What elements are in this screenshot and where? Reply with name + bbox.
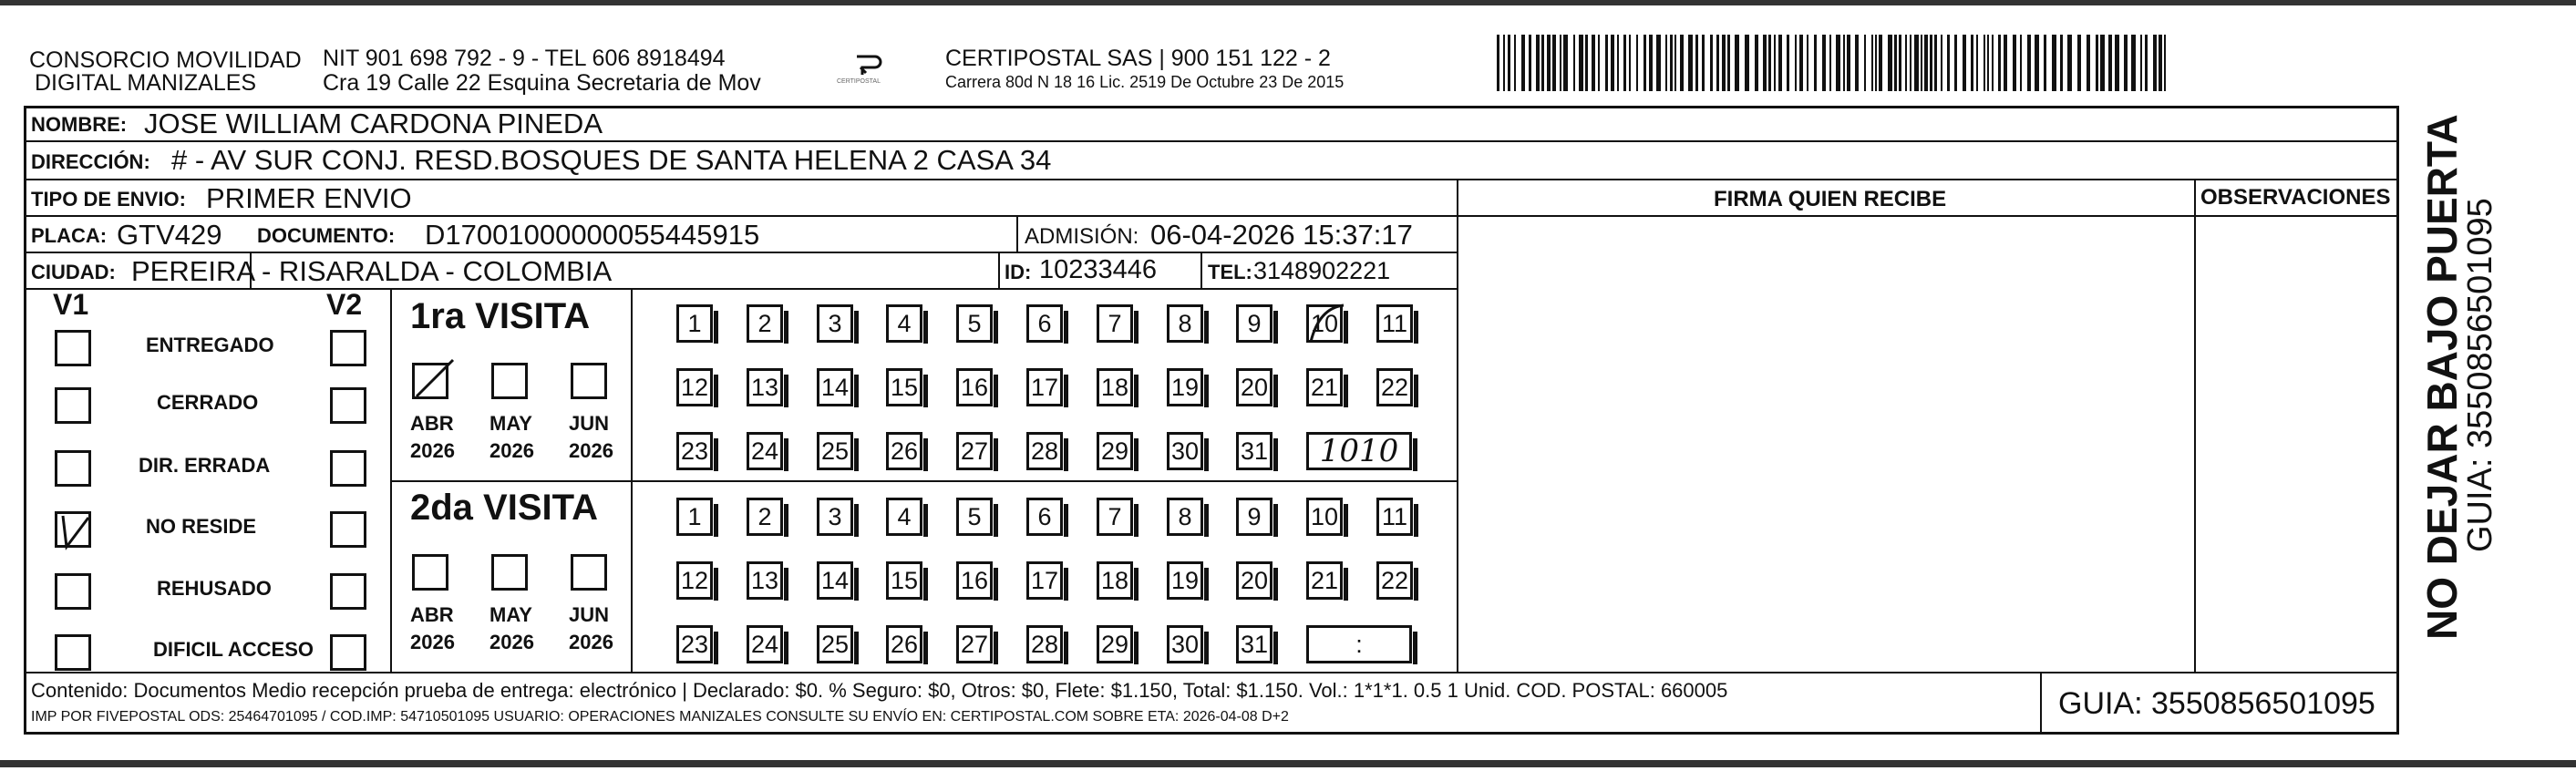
- barcode-bar: [2108, 35, 2112, 91]
- day-cell[interactable]: 30: [1167, 625, 1203, 663]
- day-cell[interactable]: 29: [1097, 432, 1133, 470]
- barcode-bar: [1984, 35, 1985, 91]
- barcode-bar: [2060, 35, 2063, 91]
- barcode-bar: [1921, 35, 1922, 91]
- day-cell[interactable]: 17: [1026, 561, 1063, 600]
- barcode-bar: [1934, 35, 1937, 91]
- day-cell[interactable]: 16: [956, 368, 993, 406]
- day-cell[interactable]: 27: [956, 432, 993, 470]
- v2-checkbox[interactable]: [330, 387, 366, 424]
- side-notice: NO DEJAR BAJO PUERTA: [2418, 114, 2466, 640]
- barcode-bar: [1768, 35, 1771, 91]
- day-cell[interactable]: 5: [956, 498, 993, 536]
- barcode-bar: [1807, 35, 1808, 91]
- barcode-bar: [1755, 35, 1758, 91]
- admision-label: ADMISIÓN:: [1025, 224, 1139, 249]
- day-cell[interactable]: 6: [1026, 304, 1063, 343]
- day-cell[interactable]: 24: [747, 625, 783, 663]
- barcode-bar: [2153, 35, 2157, 91]
- barcode-bar: [1847, 35, 1850, 91]
- barcode-bar: [1611, 35, 1614, 91]
- firma-header: FIRMA QUIEN RECIBE: [1714, 187, 1947, 211]
- barcode-bar: [2044, 35, 2046, 91]
- barcode-bar: [1623, 35, 1626, 91]
- month-checkbox[interactable]: [491, 554, 528, 591]
- barcode-bar: [2164, 35, 2166, 91]
- row-line: [26, 252, 1457, 253]
- month-checkbox[interactable]: [412, 554, 448, 591]
- barcode-bar: [1963, 35, 1966, 91]
- day-cell[interactable]: 15: [886, 561, 922, 600]
- day-cell[interactable]: 26: [886, 625, 922, 663]
- v2-checkbox[interactable]: [330, 330, 366, 366]
- year-label: 2026: [410, 631, 455, 653]
- direccion-label: DIRECCIÓN:: [31, 150, 150, 173]
- scan-edge-bottom: [0, 760, 2576, 767]
- day-cell[interactable]: 4: [886, 304, 922, 343]
- barcode-bar: [2020, 35, 2022, 91]
- v2-checkbox[interactable]: [330, 573, 366, 610]
- v1-checkbox[interactable]: [55, 573, 91, 610]
- day-cell[interactable]: 9: [1236, 498, 1273, 536]
- day-cell[interactable]: 6: [1026, 498, 1063, 536]
- second-visit-time-box[interactable]: :: [1306, 625, 1412, 663]
- day-cell[interactable]: 31: [1236, 625, 1273, 663]
- barcode-bar: [1888, 35, 1892, 91]
- barcode-bar: [1547, 35, 1551, 91]
- day-cell[interactable]: 20: [1236, 368, 1273, 406]
- day-cell[interactable]: 16: [956, 561, 993, 600]
- day-cell[interactable]: 24: [747, 432, 783, 470]
- col-line: [998, 252, 1000, 288]
- day-cell[interactable]: 5: [956, 304, 993, 343]
- v1-checkbox[interactable]: [55, 387, 91, 424]
- barcode-bar: [1643, 35, 1646, 91]
- day-cell[interactable]: 3: [817, 304, 853, 343]
- day-cell[interactable]: 31: [1236, 432, 1273, 470]
- barcode-bar: [2100, 35, 2105, 91]
- status-label: DIR. ERRADA: [139, 454, 271, 477]
- barcode-bar: [1745, 35, 1749, 91]
- barcode-bar: [1879, 35, 1882, 91]
- day-cell[interactable]: 18: [1097, 368, 1133, 406]
- carrier-address: Carrera 80d N 18 16 Lic. 2519 De Octubre 23 De 2015: [945, 73, 1345, 91]
- barcode-bar: [2027, 35, 2031, 91]
- day-cell[interactable]: 22: [1376, 561, 1413, 600]
- col-line: [2194, 179, 2196, 672]
- barcode-bar: [1971, 35, 1973, 91]
- barcode-bar: [1795, 35, 1797, 91]
- barcode-bar: [1649, 35, 1653, 91]
- check-mark-icon: [57, 514, 94, 550]
- barcode-bar: [1541, 35, 1544, 91]
- documento-value: D17001000000055445915: [425, 219, 760, 251]
- barcode-bar: [1987, 35, 1989, 91]
- barcode-bar: [1822, 35, 1826, 91]
- day-cell[interactable]: 10: [1306, 304, 1343, 343]
- nombre-label: NOMBRE:: [31, 113, 128, 136]
- barcode-bar: [1656, 35, 1661, 91]
- barcode-bar: [1579, 35, 1583, 91]
- barcode-bar: [1605, 35, 1608, 91]
- barcode-bar: [1680, 35, 1684, 91]
- barcode-bar: [2131, 35, 2136, 91]
- barcode-bar: [2004, 35, 2007, 91]
- barcode-bar: [1695, 35, 1698, 91]
- barcode-bar: [1778, 35, 1782, 91]
- barcode-bar: [1875, 35, 1877, 91]
- documento-label: DOCUMENTO:: [257, 224, 396, 247]
- year-label: 2026: [410, 439, 455, 462]
- barcode-bar: [1894, 35, 1897, 91]
- day-cell[interactable]: 12: [676, 561, 713, 600]
- day-cell[interactable]: 2: [747, 498, 783, 536]
- barcode-bar: [1563, 35, 1568, 91]
- barcode-bar: [1629, 35, 1631, 91]
- status-label: NO RESIDE: [146, 515, 257, 538]
- day-cell[interactable]: 7: [1097, 498, 1133, 536]
- barcode-bar: [1930, 35, 1932, 91]
- v2-checkbox[interactable]: [330, 634, 366, 671]
- day-cell[interactable]: 12: [676, 368, 713, 406]
- barcode-bar: [1871, 35, 1873, 91]
- placa-value: GTV429: [117, 219, 222, 251]
- side-guia: GUIA: 3550856501095: [2461, 198, 2499, 552]
- barcode-bar: [1914, 35, 1919, 91]
- row-line: [26, 140, 2397, 142]
- barcode-bar: [1598, 35, 1600, 91]
- tel-value: 3148902221: [1253, 257, 1391, 284]
- direccion-value: # - AV SUR CONJ. RESD.BOSQUES DE SANTA HELENA 2 CASA 34: [171, 144, 1052, 176]
- day-cell[interactable]: 3: [817, 498, 853, 536]
- v2-header: V2: [326, 288, 363, 321]
- scan-edge-right: [2552, 0, 2576, 24]
- day-cell[interactable]: 29: [1097, 625, 1133, 663]
- barcode-bar: [1924, 35, 1928, 91]
- day-cell[interactable]: 10: [1306, 498, 1343, 536]
- day-cell[interactable]: 8: [1167, 498, 1203, 536]
- barcode-bar: [2077, 35, 2081, 91]
- barcode-bar: [1529, 35, 1531, 91]
- tel-label: TEL:: [1208, 261, 1252, 283]
- admision-value: 06-04-2026 15:37:17: [1150, 219, 1413, 251]
- day-cell[interactable]: 28: [1026, 432, 1063, 470]
- col-line: [1200, 252, 1202, 288]
- barcode-bar: [2096, 35, 2098, 91]
- month-checkbox[interactable]: [571, 554, 607, 591]
- barcode-bar: [1722, 35, 1726, 91]
- nombre-value: JOSE WILLIAM CARDONA PINEDA: [144, 108, 603, 139]
- day-cell[interactable]: 28: [1026, 625, 1063, 663]
- barcode-bar: [1954, 35, 1957, 91]
- year-label: 2026: [489, 439, 534, 462]
- footer-contenido: Contenido: Documentos Medio recepción prueba de entrega: electrónico | Declarado: $0. % Seguro: $0, Otros: $0, Flete: $1.150, Total: $1.150. Vol.: 1*1*1. 0.5 1 Unid. COD. POSTAL: 660005: [31, 679, 1728, 702]
- barcode-bar: [1636, 35, 1638, 91]
- day-mark-icon: [1303, 302, 1353, 345]
- v2-checkbox[interactable]: [330, 450, 366, 487]
- barcode-image: [1495, 35, 2171, 91]
- v1-checkbox[interactable]: [55, 634, 91, 671]
- barcode-bar: [1829, 35, 1831, 91]
- year-label: 2026: [569, 631, 613, 653]
- barcode-bar: [1617, 35, 1619, 91]
- id-label: ID:: [1005, 261, 1032, 283]
- barcode-bar: [1843, 35, 1845, 91]
- barcode: [1495, 35, 2171, 91]
- day-cell[interactable]: 25: [817, 432, 853, 470]
- day-cell[interactable]: 19: [1167, 368, 1203, 406]
- barcode-bar: [1992, 35, 1994, 91]
- barcode-bar: [1735, 35, 1739, 91]
- barcode-bar: [1787, 35, 1789, 91]
- barcode-bar: [1727, 35, 1730, 91]
- barcode-bar: [1941, 35, 1942, 91]
- barcode-bar: [1899, 35, 1901, 91]
- day-cell[interactable]: 23: [676, 432, 713, 470]
- barcode-bar: [1521, 35, 1525, 91]
- barcode-bar: [2145, 35, 2148, 91]
- v1-checkbox[interactable]: [55, 330, 91, 366]
- barcode-bar: [2035, 35, 2039, 91]
- day-cell[interactable]: 1: [676, 304, 713, 343]
- barcode-bar: [1976, 35, 1978, 91]
- ciudad-value: PEREIRA - RISARALDA - COLOMBIA: [131, 255, 613, 287]
- v1-header: V1: [53, 288, 89, 321]
- status-label: ENTREGADO: [146, 334, 274, 356]
- day-cell[interactable]: 7: [1097, 304, 1133, 343]
- col-line: [1016, 215, 1018, 252]
- barcode-bar: [1998, 35, 2001, 91]
- month-label: MAY: [489, 603, 532, 626]
- day-cell[interactable]: 21: [1306, 368, 1343, 406]
- v1-checkbox[interactable]: [55, 450, 91, 487]
- barcode-bar: [1670, 35, 1673, 91]
- sender-nit: NIT 901 698 792 - 9 - TEL 606 8918494: [323, 46, 726, 71]
- barcode-bar: [1497, 35, 1499, 91]
- barcode-bar: [1560, 35, 1561, 91]
- year-label: 2026: [489, 631, 534, 653]
- barcode-bar: [1674, 35, 1676, 91]
- day-cell[interactable]: 13: [747, 561, 783, 600]
- barcode-bar: [1702, 35, 1705, 91]
- day-cell[interactable]: 14: [817, 368, 853, 406]
- barcode-bar: [1573, 35, 1575, 91]
- barcode-bar: [1552, 35, 1556, 91]
- first-visit-title: 1ra VISITA: [410, 296, 591, 336]
- ciudad-label: CIUDAD:: [31, 261, 116, 283]
- v2-checkbox[interactable]: [330, 511, 366, 548]
- sender-company-line2: DIGITAL MANIZALES: [35, 70, 257, 96]
- placa-label: PLACA:: [31, 224, 108, 247]
- tipo-label: TIPO DE ENVIO:: [31, 188, 186, 211]
- id-value: 10233446: [1039, 255, 1158, 284]
- barcode-bar: [2013, 35, 2016, 91]
- v1-checkbox[interactable]: [55, 511, 91, 548]
- month-label: MAY: [489, 412, 532, 435]
- barcode-bar: [1774, 35, 1776, 91]
- day-cell[interactable]: 8: [1167, 304, 1203, 343]
- barcode-bar: [2124, 35, 2128, 91]
- barcode-bar: [1508, 35, 1510, 91]
- month-checkbox[interactable]: [491, 363, 528, 399]
- barcode-bar: [2052, 35, 2056, 91]
- barcode-bar: [1814, 35, 1817, 91]
- day-cell[interactable]: 2: [747, 304, 783, 343]
- row-line: [26, 215, 2397, 217]
- barcode-bar: [2140, 35, 2142, 91]
- day-cell[interactable]: 23: [676, 625, 713, 663]
- day-cell[interactable]: 13: [747, 368, 783, 406]
- day-cell[interactable]: 1: [676, 498, 713, 536]
- day-cell[interactable]: 18: [1097, 561, 1133, 600]
- day-cell[interactable]: 19: [1167, 561, 1203, 600]
- col-line: [1457, 179, 1458, 672]
- month-checkbox[interactable]: [571, 363, 607, 399]
- carrier-logo-caption: CERTIPOSTAL: [837, 78, 881, 85]
- scan-edge-top: [0, 0, 2576, 5]
- day-cell[interactable]: 27: [956, 625, 993, 663]
- barcode-bar: [1688, 35, 1693, 91]
- footer-imp: IMP POR FIVEPOSTAL ODS: 25464701095 / COD.IMP: 54710501095 USUARIO: OPERACIONES MANIZALES CONSULTE SU ENVÍO EN: CERTIPOSTAL.COM SOBRE ETA: 2026-04-08 D+2: [31, 709, 1289, 725]
- month-checkbox[interactable]: [412, 363, 448, 399]
- observaciones-header: OBSERVACIONES: [2200, 185, 2391, 210]
- day-cell[interactable]: 20: [1236, 561, 1273, 600]
- visit-separator: [390, 480, 1457, 482]
- month-label: JUN: [569, 412, 610, 435]
- barcode-bar: [1864, 35, 1866, 91]
- status-label: CERRADO: [157, 391, 259, 414]
- barcode-bar: [1855, 35, 1859, 91]
- barcode-bar: [1799, 35, 1803, 91]
- footer-guia: GUIA: 3550856501095: [2058, 686, 2375, 721]
- day-cell[interactable]: 14: [817, 561, 853, 600]
- sender-company-line1: CONSORCIO MOVILIDAD: [29, 47, 302, 73]
- barcode-bar: [1503, 35, 1505, 91]
- barcode-bar: [1905, 35, 1907, 91]
- year-label: 2026: [569, 439, 613, 462]
- barcode-bar: [2067, 35, 2072, 91]
- barcode-bar: [1716, 35, 1719, 91]
- barcode-bar: [1665, 35, 1667, 91]
- row-line: [26, 179, 2397, 180]
- barcode-bar: [1514, 35, 1516, 91]
- day-cell[interactable]: 25: [817, 625, 853, 663]
- row-line: [26, 288, 1457, 290]
- barcode-bar: [1947, 35, 1950, 91]
- col-line: [2040, 672, 2042, 735]
- barcode-bar: [1585, 35, 1588, 91]
- day-cell[interactable]: 17: [1026, 368, 1063, 406]
- barcode-bar: [1710, 35, 1713, 91]
- barcode-bar: [1763, 35, 1767, 91]
- carrier-name: CERTIPOSTAL SAS | 900 151 122 - 2: [945, 46, 1331, 71]
- day-cell[interactable]: 22: [1376, 368, 1413, 406]
- day-cell[interactable]: 15: [886, 368, 922, 406]
- day-cell[interactable]: 26: [886, 432, 922, 470]
- barcode-bar: [1910, 35, 1911, 91]
- month-label: JUN: [569, 603, 610, 626]
- barcode-bar: [2159, 35, 2162, 91]
- first-visit-time-box[interactable]: 1010: [1306, 432, 1412, 470]
- second-visit-title: 2da VISITA: [410, 488, 598, 528]
- carrier-logo: [837, 47, 895, 87]
- status-label: DIFICIL ACCESO: [153, 638, 314, 661]
- day-cell[interactable]: 21: [1306, 561, 1343, 600]
- month-label: ABR: [410, 603, 454, 626]
- tipo-value: PRIMER ENVIO: [206, 182, 412, 214]
- barcode-bar: [2087, 35, 2090, 91]
- month-label: ABR: [410, 412, 454, 435]
- check-mark-icon: [413, 358, 459, 400]
- barcode-bar: [1536, 35, 1540, 91]
- status-label: REHUSADO: [157, 577, 272, 600]
- day-cell[interactable]: 9: [1236, 304, 1273, 343]
- day-cell[interactable]: 30: [1167, 432, 1203, 470]
- day-cell[interactable]: 11: [1376, 304, 1413, 343]
- day-cell[interactable]: 4: [886, 498, 922, 536]
- barcode-bar: [2115, 35, 2119, 91]
- day-cell[interactable]: 11: [1376, 498, 1413, 536]
- barcode-bar: [1836, 35, 1840, 91]
- barcode-bar: [1592, 35, 1595, 91]
- sender-address: Cra 19 Calle 22 Esquina Secretaria de Mov: [323, 70, 761, 96]
